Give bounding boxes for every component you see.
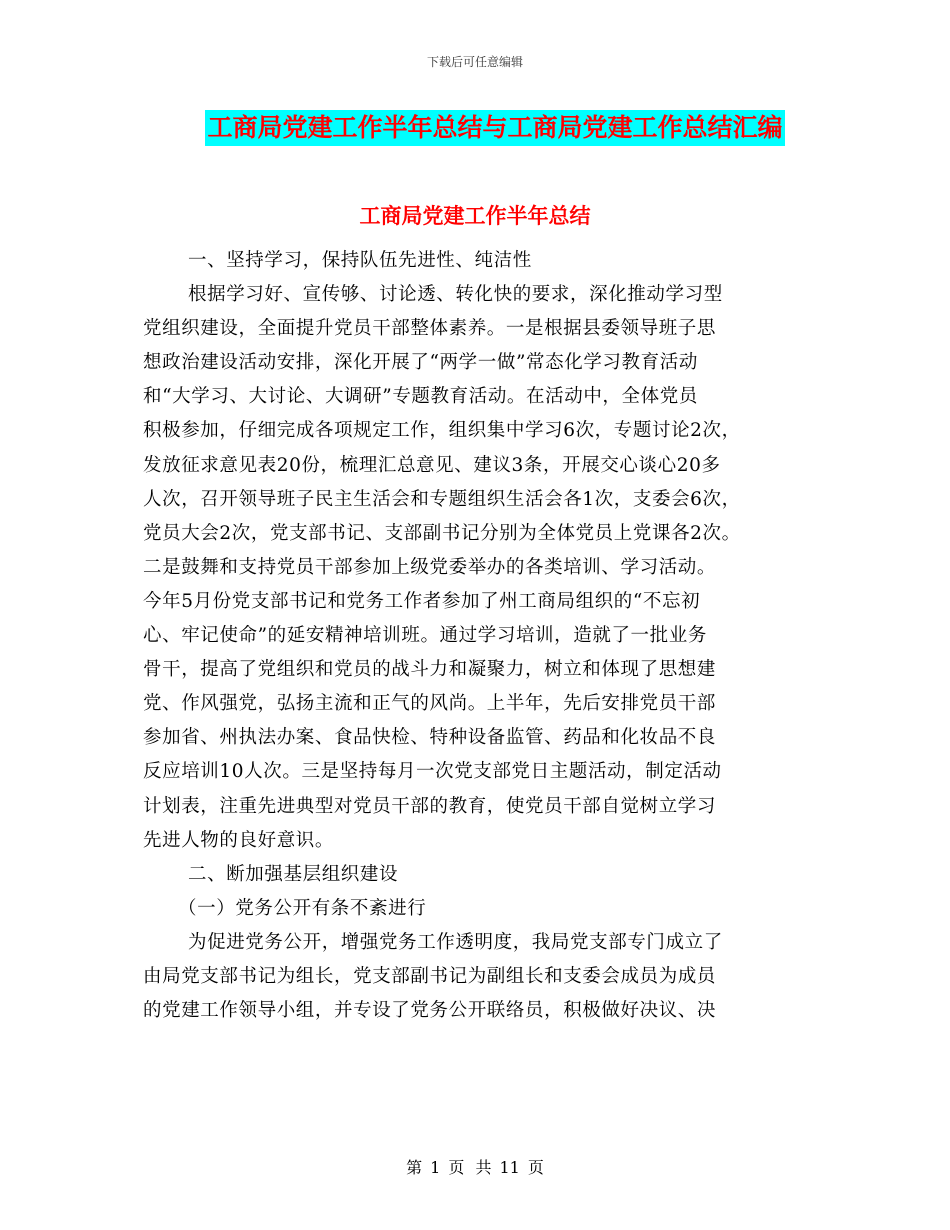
page-label-suffix: 页 [527, 1158, 544, 1177]
page-label-mid: 页 共 [448, 1158, 492, 1177]
page-number: 1 [430, 1158, 441, 1177]
paragraph-line: 二是鼓舞和支持党员干部参加上级党委举办的各类培训、学习活动。 [143, 556, 717, 578]
paragraph-line: 由局党支部书记为组长，党支部副书记为副组长和支委会成员为成员 [143, 965, 717, 987]
main-title: 工商局党建工作半年总结与工商局党建工作总结汇编 [205, 110, 784, 146]
paragraph-line: 想政治建设活动安排，深化开展了“两学一做”常态化学习教育活动 [143, 352, 698, 374]
heading-1: 一、坚持学习，保持队伍先进性、纯洁性 [188, 250, 532, 271]
subheading: （一）党务公开有条不紊进行 [178, 897, 427, 919]
paragraph-line: 积极参加，仔细完成各项规定工作，组织集中学习6次，专题讨论2次， [143, 420, 741, 442]
paragraph-line: 反应培训10人次。三是坚持每月一次党支部党日主题活动，制定活动 [143, 761, 722, 783]
body-text [143, 244, 828, 1028]
total-pages: 11 [499, 1158, 520, 1177]
paragraph-line: 先进人物的良好意识。 [143, 829, 335, 851]
page-footer [0, 1155, 950, 1178]
paragraph-line: 党员大会2次，党支部书记、支部副书记分别为全体党员上党课各2次。 [143, 522, 741, 544]
heading-2: 二、断加强基层组织建设 [188, 863, 399, 885]
paragraph-line: 人次，召开领导班子民主生活会和专题组织生活会各1次，支委会6次， [143, 488, 741, 510]
paragraph-line: 骨干，提高了党组织和党员的战斗力和凝聚力，树立和体现了思想建 [143, 659, 717, 681]
paragraph-line: 党、作风强党，弘扬主流和正气的风尚。上半年，先后安排党员干部 [143, 693, 717, 715]
paragraph-line: 根据学习好、宣传够、讨论透、转化快的要求，深化推动学习型 [188, 284, 723, 306]
paragraph-line: 计划表，注重先进典型对党员干部的教育，使党员干部自觉树立学习 [143, 795, 717, 817]
paragraph-line: 发放征求意见表20份，梳理汇总意见、建议3条，开展交心谈心20多 [143, 454, 721, 476]
paragraph-line: 的党建工作领导小组，并专设了党务公开联络员，积极做好决议、决 [143, 1000, 717, 1022]
paragraph-line: 心、牢记使命”的延安精神培训班。通过学习培训，造就了一批业务 [143, 625, 707, 647]
paragraph-line: 今年5月份党支部书记和党务工作者参加了州工商局组织的“不忘初 [143, 590, 701, 612]
paragraph-line: 参加省、州执法办案、食品快检、特种设备监管、药品和化妆品不良 [143, 727, 717, 749]
paragraph-line: 党组织建设，全面提升党员干部整体素养。一是根据县委领导班子思 [143, 318, 717, 340]
paragraph-line: 为促进党务公开，增强党务工作透明度，我局党支部专门成立了 [188, 931, 723, 953]
header-note: 下载后可任意编辑 [426, 55, 523, 69]
page-label-prefix: 第 [406, 1158, 423, 1177]
paragraph-line: 和“大学习、大讨论、大调研”专题教育活动。在活动中，全体党员 [143, 386, 698, 408]
section-title: 工商局党建工作半年总结 [359, 203, 591, 228]
main-title-container [0, 110, 950, 146]
